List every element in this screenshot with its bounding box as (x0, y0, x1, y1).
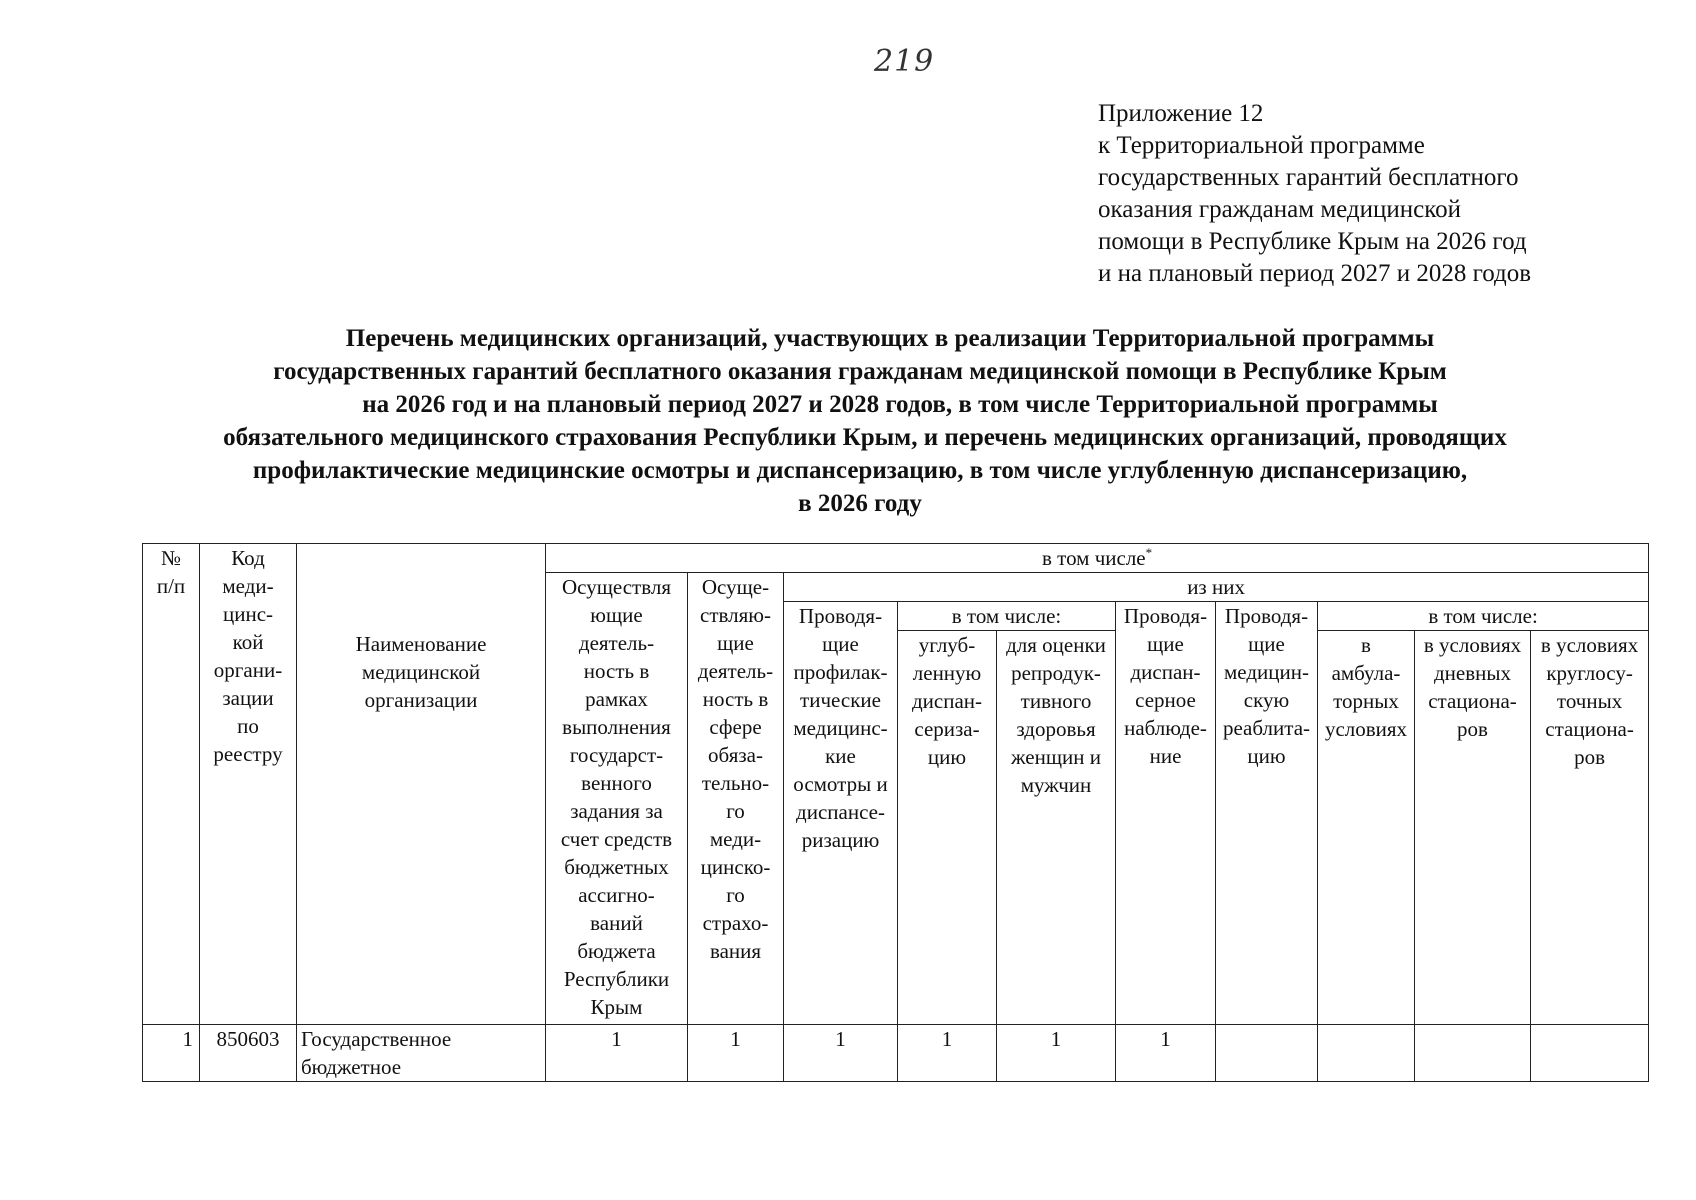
header-budget: Осуществля ющие деятель- ность в рамках выполнения государст- венного задания за счет средств бюджетных ассигно- ваний бюджета Республики Крым (546, 573, 688, 1025)
title-line: профилактические медицинские осмотры и диспансеризацию, в том числе углубленную диспансеризацию, (252, 457, 1468, 484)
header-round-clock: в условиях круглосу- точных стациона- ров (1531, 631, 1649, 1025)
cell-day-stationary (1415, 1025, 1531, 1082)
header-number: № п/п (143, 544, 200, 1025)
cell-name: Государственное бюджетное (297, 1025, 546, 1082)
cell-ambulatory (1318, 1025, 1415, 1082)
appendix-line: государственных гарантий бесплатного (1098, 164, 1519, 191)
cell-observation: 1 (1116, 1025, 1216, 1082)
cell-code: 850603 (200, 1025, 297, 1082)
table-row (143, 1025, 1649, 1082)
header-rehab: Проводя- щие медицин- скую реаблита- цию (1216, 602, 1318, 1025)
title-line: на 2026 год и на плановый период 2027 и 2028 годов, в том числе Территориальной программы (362, 391, 1438, 418)
header-observation: Проводя- щие диспан- серное наблюде- ние (1116, 602, 1216, 1025)
header-code: Код меди- цинс- кой органи- зации по реестру (200, 544, 297, 1025)
title-line: в 2026 году (798, 490, 922, 517)
appendix-line: помощи в Республике Крым на 2026 год (1098, 228, 1527, 255)
appendix-line: к Территориальной программе (1098, 132, 1425, 159)
cell-deep: 1 (898, 1025, 997, 1082)
cell-rehab (1216, 1025, 1318, 1082)
appendix-line: оказания гражданам медицинской (1098, 196, 1462, 223)
header-including-2: в том числе: (898, 602, 1116, 631)
document-title (60, 322, 1660, 520)
cell-number: 1 (143, 1025, 200, 1082)
title-line: Перечень медицинских организаций, участвующих в реализации Территориальной программы (345, 325, 1435, 352)
appendix-line: Приложение 12 (1098, 100, 1264, 127)
header-of-them: из них (784, 573, 1649, 602)
cell-budget: 1 (546, 1025, 688, 1082)
header-oms: Осуще- ствляю- щие деятель- ность в сфере обяза- тельно- го меди- цинско- го страхо- вания (688, 573, 784, 1025)
header-deep: углуб- ленную диспан- сериза- цию (898, 631, 997, 1025)
header-including-3: в том числе: (1318, 602, 1649, 631)
cell-reproductive: 1 (997, 1025, 1116, 1082)
cell-round-clock (1531, 1025, 1649, 1082)
title-line: государственных гарантий бесплатного оказания гражданам медицинской помощи в Республике Крым (273, 358, 1447, 385)
header-ambulatory: в амбула- торных условиях (1318, 631, 1415, 1025)
cell-prophylactic: 1 (784, 1025, 898, 1082)
appendix-line: и на плановый период 2027 и 2028 годов (1098, 260, 1532, 287)
page-number: 219 (874, 44, 935, 79)
title-line: обязательного медицинского страхования Республики Крым, и перечень медицинских организаций, проводящих (223, 424, 1507, 451)
header-day-stationary: в условиях дневных стациона- ров (1415, 631, 1531, 1025)
header-including: в том числе* (546, 544, 1649, 573)
appendix-note (1098, 98, 1658, 290)
organizations-table (142, 543, 1649, 1082)
cell-oms: 1 (688, 1025, 784, 1082)
header-prophylactic: Проводя- щие профилак- тические медицинс- кие осмотры и диспансе- ризацию (784, 602, 898, 1025)
header-reproductive: для оценки репродук- тивного здоровья женщин и мужчин (997, 631, 1116, 1025)
header-name: Наименование медицинской организации (297, 544, 546, 1025)
